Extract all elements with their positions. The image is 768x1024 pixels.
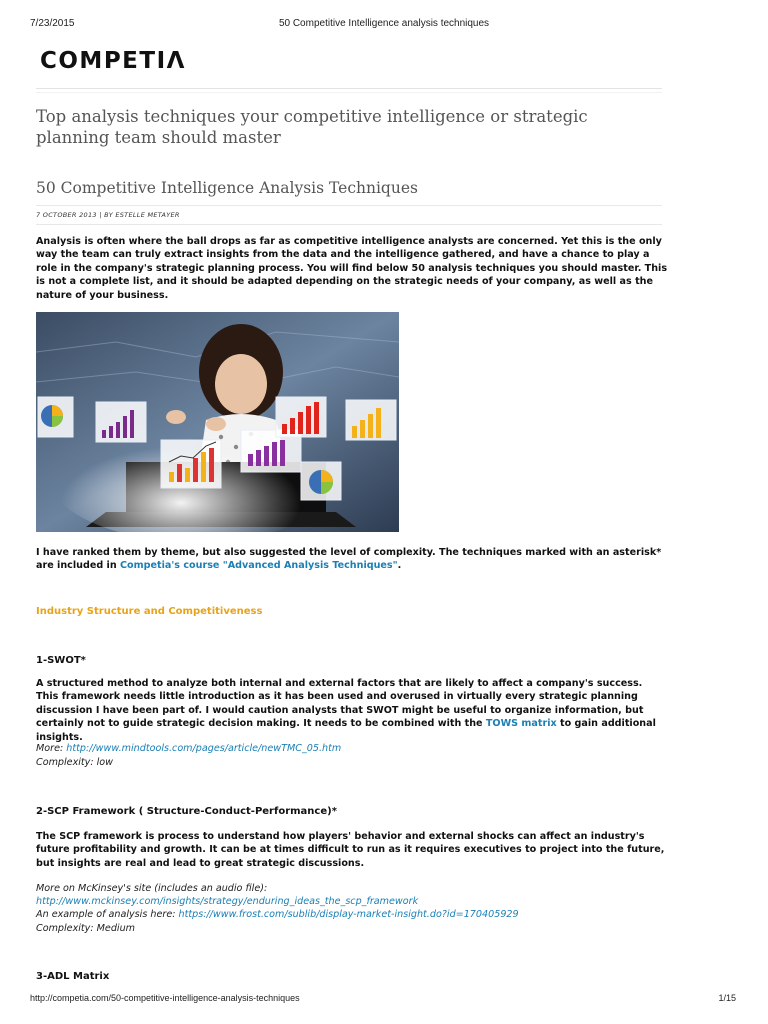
- article-headline: Top analysis techniques your competitive intelligence or strategic planning team should master: [36, 107, 588, 147]
- intro-paragraph: Analysis is often where the ball drops as far as competitive intelligence analysts are concerned. Yet this is the only way the team can truly extract insights from the data and the intelligence gathered, and have a chance to play a role in the company's strategic planning process. You will find below 50 analysis techniques you should master. This is not a complete list, and it should be adapted depending on the strategic needs of your company, as well as the nature of your business.: [36, 236, 668, 301]
- technique-3-title: 3-ADL Matrix: [36, 971, 110, 982]
- technique-1-text-end: to gain additional insights.: [36, 718, 656, 743]
- technique-1-complexity: Complexity: low: [36, 757, 114, 768]
- ranking-text: I have ranked them by theme, but also suggested the level of complexity. The techniques marked with an asterisk* are included in: [36, 547, 662, 572]
- technique-2-more-label: More on McKinsey's site (includes an audio file):: [36, 883, 268, 894]
- print-page-title: 50 Competitive Intelligence analysis techniques: [278, 18, 490, 29]
- section-heading: Industry Structure and Competitiveness: [36, 606, 263, 617]
- ranking-end: .: [397, 560, 402, 572]
- print-footer-url: http://competia.com/50-competitive-intelligence-analysis-techniques: [30, 993, 300, 1003]
- course-link[interactable]: Competia's course "Advanced Analysis Techniques": [120, 560, 398, 572]
- mckinsey-link[interactable]: http://www.mckinsey.com/insights/strategy/enduring_ideas_the_scp_framework: [36, 896, 419, 907]
- more-label: More:: [36, 743, 67, 754]
- title-divider: [36, 205, 662, 206]
- frost-link[interactable]: https://www.frost.com/sublib/display-market-insight.do?id=170405929: [178, 909, 519, 920]
- meta-divider: [36, 224, 662, 225]
- hero-image: [36, 312, 399, 532]
- example-label: An example of analysis here:: [36, 909, 179, 920]
- technique-2-title: 2-SCP Framework ( Structure-Conduct-Performance)*: [36, 806, 337, 817]
- technique-1-title: 1-SWOT*: [36, 655, 86, 666]
- article-date: 7 OCTOBER 2013 |: [36, 211, 102, 219]
- ranking-paragraph: [36, 546, 668, 573]
- technique-1-text: A structured method to analyze both internal and external factors that are likely to affect a company's success. This framework needs little introduction as it has been used and overused in virtually every strategic planning discussion I have been part of. I would caution analysts that SWOT might be useful to organize information, but certainly not to guide strategic decision making. It needs to be combined with the: [36, 678, 644, 730]
- technique-2-more-link-row: [36, 895, 668, 908]
- mindtools-link[interactable]: http://www.mindtools.com/pages/article/newTMC_05.htm: [66, 743, 342, 754]
- tows-matrix-link[interactable]: TOWS matrix: [485, 718, 557, 730]
- technique-1-body: [36, 677, 668, 744]
- header-divider: [36, 88, 662, 89]
- header-divider-shadow: [36, 92, 662, 93]
- technique-1-more: [36, 742, 668, 755]
- technique-2-example: [36, 908, 668, 921]
- technique-2-complexity: Complexity: Medium: [36, 923, 135, 934]
- article-title: 50 Competitive Intelligence Analysis Techniques: [36, 179, 418, 197]
- competia-logo[interactable]: COMPETIΛ: [40, 48, 186, 74]
- print-date: 7/23/2015: [30, 18, 75, 29]
- article-author[interactable]: BY ESTELLE METAYER: [101, 211, 180, 219]
- article-meta: [36, 211, 180, 219]
- print-page-number: 1/15: [718, 993, 736, 1003]
- technique-2-body: The SCP framework is process to understand how players' behavior and external shocks can affect an industry's future profitability and growth. It can be at times difficult to run as it requires executives to project into the future, but insights are real and lead to great strategic discussions.: [36, 831, 665, 869]
